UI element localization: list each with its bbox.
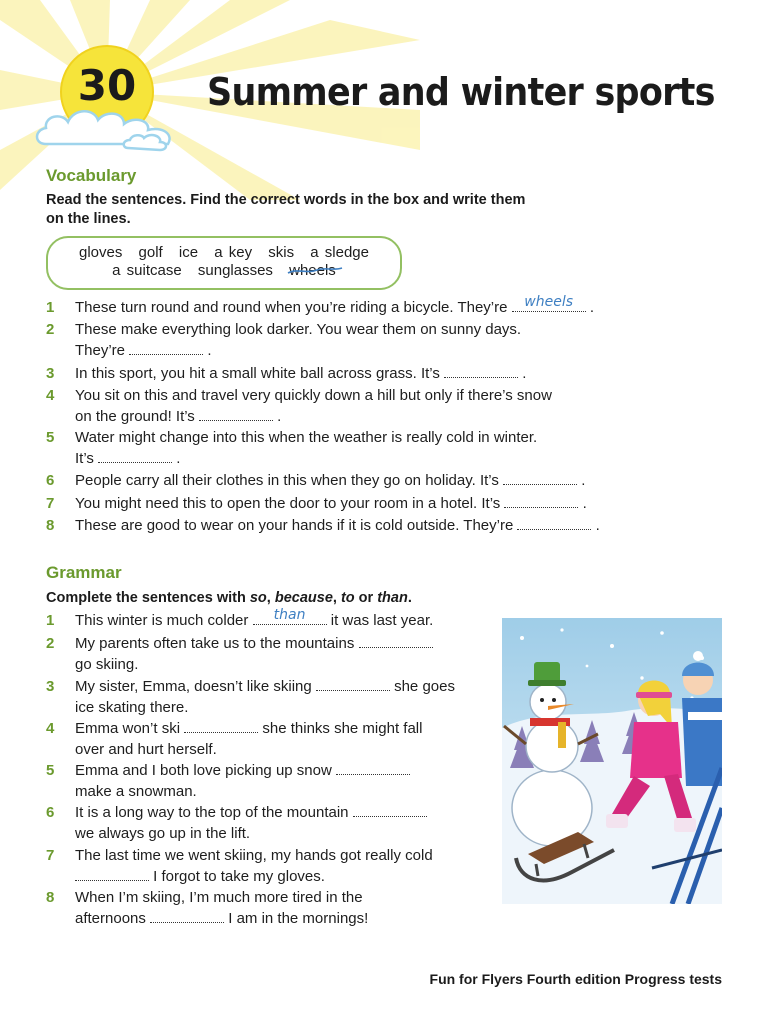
instruction-line: on the lines.	[46, 211, 131, 227]
answer-line[interactable]	[353, 803, 427, 817]
answer-line[interactable]	[316, 677, 390, 691]
question-text: over and hurt herself.	[75, 740, 217, 758]
question-number: 2	[46, 635, 55, 652]
handwritten-answer: wheels	[524, 294, 574, 310]
question-text: .	[582, 495, 587, 512]
answer-line[interactable]	[517, 516, 591, 530]
question-text: These turn round and round when you’re riding a bicycle. They’re	[75, 299, 508, 316]
question-text: afternoons	[75, 909, 146, 927]
question-text: .	[589, 299, 594, 316]
word-box-item: a sledge	[310, 244, 369, 261]
unit-number: 30	[77, 61, 137, 110]
answer-line[interactable]	[129, 341, 203, 355]
question-number: 2	[46, 321, 55, 338]
instruction-keyword: than	[377, 590, 408, 606]
word-box-item: gloves	[78, 244, 123, 261]
instruction-text: ,	[332, 590, 341, 606]
word-box-row	[48, 244, 400, 261]
answer-line[interactable]	[444, 364, 518, 378]
question-text: It is a long way to the top of the mountain	[75, 804, 349, 821]
question-number: 1	[46, 612, 55, 629]
word-box-item: a key	[214, 244, 253, 261]
question-text: .	[522, 365, 527, 382]
question-number: 1	[46, 299, 55, 316]
cloud-decoration	[32, 100, 192, 156]
question-number: 7	[46, 847, 55, 864]
instruction-text: .	[407, 590, 412, 606]
question-text: on the ground! It’s	[75, 407, 195, 425]
question-text: In this sport, you hit a small white ball across grass. It’s	[75, 365, 440, 382]
page-title: Summer and winter sports	[207, 70, 715, 114]
word-box-item: skis	[268, 244, 295, 261]
instruction-line: Read the sentences. Find the correct words in the box and write them	[46, 192, 526, 208]
question-text: ice skating there.	[75, 698, 189, 716]
question-number: 7	[46, 495, 55, 512]
question-text: You sit on this and travel very quickly down a hill but only if there’s snow	[75, 387, 552, 404]
question-text: she thinks she might fall	[262, 720, 423, 737]
instruction-text: ,	[266, 590, 275, 606]
question-number: 5	[46, 762, 55, 779]
word-box-item: sunglasses	[197, 262, 273, 279]
question-text: Water might change into this when the weather is really cold in winter.	[75, 429, 538, 446]
question-text: Emma and I both love picking up snow	[75, 762, 332, 779]
vocabulary-heading: Vocabulary	[46, 166, 137, 185]
question-number: 6	[46, 804, 55, 821]
question-text: This winter is much colder	[75, 612, 249, 629]
question-text: .	[277, 407, 282, 425]
question-text: .	[595, 517, 600, 534]
answer-line[interactable]	[503, 471, 577, 485]
word-box-item-crossed	[289, 262, 336, 279]
question-text: My sister, Emma, doesn’t like skiing	[75, 678, 312, 695]
question-text: .	[581, 472, 586, 489]
answer-line[interactable]	[199, 407, 273, 421]
question-number: 3	[46, 365, 55, 382]
question-text: I forgot to take my gloves.	[153, 867, 325, 885]
question-text: When I’m skiing, I’m much more tired in the	[75, 889, 363, 906]
grammar-heading: Grammar	[46, 563, 122, 582]
crossed-word: wheels	[289, 262, 336, 279]
instruction-text: or	[354, 590, 378, 606]
question-text: You might need this to open the door to your room in a hotel. It’s	[75, 495, 501, 512]
question-number: 8	[46, 889, 55, 906]
answer-line[interactable]	[75, 867, 149, 881]
instruction-keyword: so	[249, 590, 267, 606]
question-text: My parents often take us to the mountains	[75, 635, 355, 652]
question-text: it was last year.	[330, 612, 434, 629]
question-text: I am in the mornings!	[228, 909, 369, 927]
word-box-item: golf	[138, 244, 163, 261]
answer-line[interactable]	[98, 449, 172, 463]
vocabulary-instruction	[46, 191, 525, 229]
question-text: make a snowman.	[75, 782, 197, 800]
winter-scene-illustration	[502, 618, 722, 904]
question-text: go skiing.	[75, 655, 139, 673]
question-text: .	[176, 449, 181, 467]
grammar-instruction	[46, 589, 412, 608]
question-text: These make everything look darker. You wear them on sunny days.	[75, 321, 522, 338]
question-number: 6	[46, 472, 55, 489]
answer-line[interactable]	[150, 909, 224, 923]
answer-line[interactable]	[504, 494, 578, 508]
footer-text: Fun for Flyers Fourth edition Progress tests	[429, 971, 722, 987]
answer-line[interactable]	[253, 607, 327, 625]
question-text: People carry all their clothes in this when they go on holiday. It’s	[75, 472, 499, 489]
instruction-keyword: to	[340, 590, 355, 606]
word-box-item: a suitcase	[112, 262, 182, 279]
question-number: 8	[46, 517, 55, 534]
answer-line[interactable]	[359, 634, 433, 648]
question-number: 3	[46, 678, 55, 695]
answer-line[interactable]	[184, 719, 258, 733]
question-text: Emma won’t ski	[75, 720, 181, 737]
word-box-row	[48, 262, 400, 279]
question-text: They’re	[75, 341, 126, 359]
question-text: we always go up in the lift.	[75, 824, 251, 842]
question-text: The last time we went skiing, my hands got really cold	[75, 847, 433, 864]
crossed-out-mark	[287, 264, 343, 278]
question-text: .	[207, 341, 212, 359]
answer-line[interactable]	[336, 761, 410, 775]
instruction-text: Complete the sentences with	[46, 590, 250, 606]
word-box-item: ice	[178, 244, 199, 261]
question-text: she goes	[394, 678, 455, 695]
answer-line[interactable]	[512, 294, 586, 312]
question-number: 4	[46, 387, 55, 404]
question-number: 4	[46, 720, 55, 737]
handwritten-answer: than	[273, 607, 306, 623]
question-text: It’s	[75, 449, 94, 467]
question-number: 5	[46, 429, 55, 446]
word-box	[46, 236, 402, 290]
instruction-keyword: because	[274, 590, 333, 606]
question-text: These are good to wear on your hands if it is cold outside. They’re	[75, 517, 514, 534]
